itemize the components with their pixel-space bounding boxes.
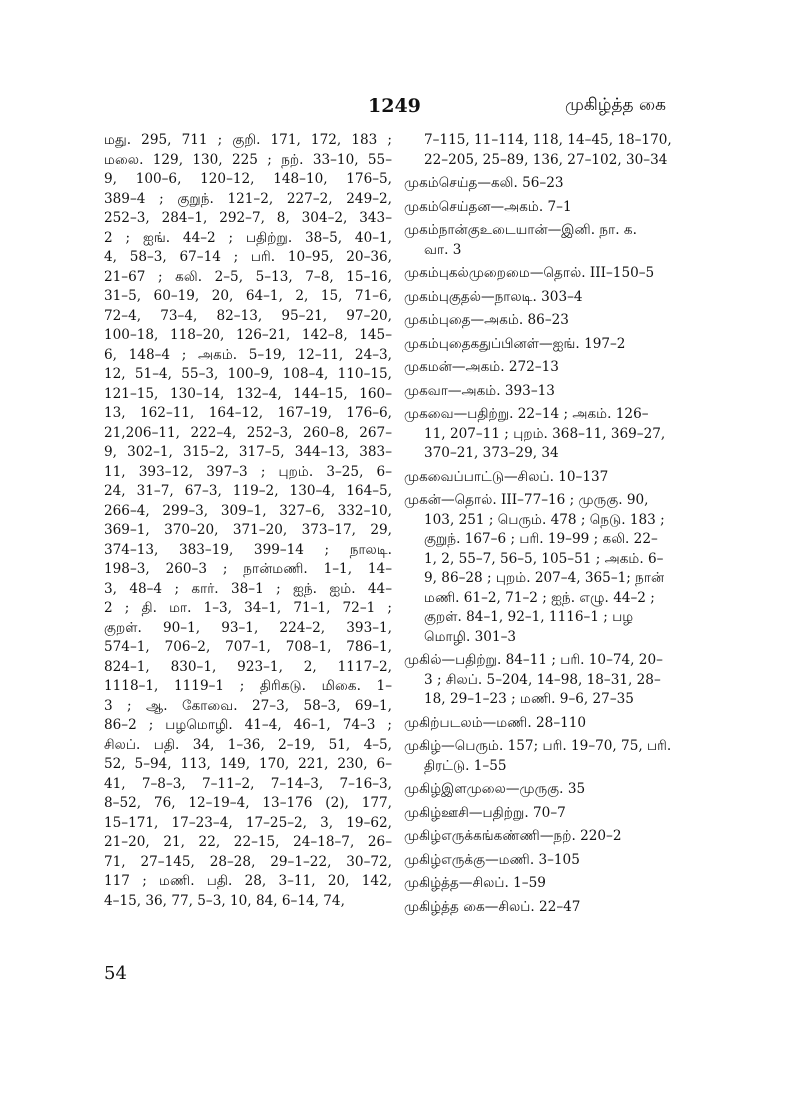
index-entry: [404, 898, 712, 918]
index-line: 389–4 ; குறுந். 121–2, 227–2, 249–2,: [104, 190, 392, 207]
index-entry-line: முகவை—பதிற்று. 22–14 ; அகம். 126–: [404, 406, 649, 422]
index-entry-line: 3 ; சிலப். 5–204, 14–98, 18–31, 28–: [424, 671, 661, 688]
index-entry-line: 9, 86–28 ; புறம். 207–4, 365–1; நான்: [424, 570, 665, 586]
index-entry-line: முகம்புதைகதுப்பினள்—ஐங். 197–2: [404, 335, 626, 352]
index-entry-line: முகிழ்எருக்கங்கண்ணி—நற். 220–2: [404, 828, 622, 844]
index-entry-line: முகவா—அகம். 393–13: [404, 382, 555, 399]
index-entry-line: முகம்புகுதல்—நாலடி. 303–4: [404, 288, 583, 305]
index-line: 1118–1, 1119–1 ; திரிகடு. மிகை. 1–: [104, 678, 392, 694]
left-column: [104, 131, 392, 911]
index-line: 2 ; ஐங். 44–2 ; பதிற்று. 38–5, 40–1,: [104, 229, 392, 246]
index-entry-line: முகவைப்பாட்டு—சிலப். 10–137: [404, 468, 609, 485]
index-entry-line: 22–205, 25–89, 136, 27–102, 30–34: [424, 151, 668, 168]
index-entry: [404, 780, 712, 800]
right-column: [404, 131, 712, 921]
index-entry-line: முகிழ்ஊசி—பதிற்று. 70–7: [404, 804, 566, 821]
index-line: 100–18, 118–20, 126–21, 142–8, 145–: [104, 327, 392, 343]
index-entry: [404, 491, 712, 647]
index-line: 4, 58–3, 67–14 ; பரி. 10–95, 20–36,: [104, 249, 392, 265]
page-header: [0, 95, 800, 125]
index-entry-line: முகிழ்த்த கை—சிலப். 22–47: [404, 898, 581, 915]
index-line: 369–1, 370–20, 371–20, 373–17, 29,: [104, 522, 392, 538]
index-entry-line: முகில்—பதிற்று. 84–11 ; பரி. 10–74, 20–: [404, 652, 663, 668]
index-entry: [404, 714, 712, 734]
index-entry-line: 370–21, 373–29, 34: [424, 445, 559, 461]
index-line: 15–171, 17–23–4, 17–25–2, 3, 19–62,: [104, 814, 392, 831]
index-entry-line: மொழி. 301–3: [424, 628, 517, 645]
index-entry: [404, 737, 712, 776]
index-line: 71, 27–145, 28–28, 29–1–22, 30–72,: [104, 853, 392, 870]
index-entry: [404, 131, 712, 170]
index-line: 121–15, 130–14, 132–4, 144–15, 160–: [104, 385, 392, 402]
index-entry-line: 103, 251 ; பெரும். 478 ; நெடு. 183 ;: [424, 511, 665, 528]
index-entry-line: முகிற்படலம்—மணி. 28–110: [404, 714, 587, 731]
index-line: 21–67 ; கலி. 2–5, 5–13, 7–8, 15–16,: [104, 268, 392, 285]
index-entry-line: குறுந். 167–6 ; பரி. 19–99 ; கலி. 22–: [424, 531, 658, 547]
index-line: 9, 302–1, 315–2, 317–5, 344–13, 383–: [104, 444, 392, 460]
index-entry-line: முகிழ்எருக்கு—மணி. 3–105: [404, 851, 580, 868]
index-entry-line: திரட்டு. 1–55: [424, 757, 507, 774]
index-entry-line: முகமன்—அகம். 272–13: [404, 359, 559, 375]
index-line: சிலப். பதி. 34, 1–36, 2–19, 51, 4–5,: [104, 736, 392, 753]
index-entry-line: மணி. 61–2, 71–2 ; ஐந். எழு. 44–2 ;: [424, 589, 655, 606]
index-entry-line: முகம்நான்குஉடையான்—இனி. நா. க.: [404, 222, 637, 238]
index-line: 9, 100–6, 120–12, 148–10, 176–5,: [104, 171, 392, 187]
index-line: 24, 31–7, 67–3, 119–2, 130–4, 164–5,: [104, 483, 392, 499]
index-entry-line: குறள். 84–1, 92–1, 1116–1 ; பழ: [424, 609, 634, 625]
index-entry: [404, 358, 712, 378]
index-line: 21–20, 21, 22, 22–15, 24–18–7, 26–: [104, 834, 392, 850]
index-entry: [404, 264, 712, 284]
index-entry-line: 18, 29–1–23 ; மணி. 9–6, 27–35: [424, 691, 634, 707]
page-number: 1249: [368, 95, 421, 117]
index-line: 3 ; ஆ. கோவை. 27–3, 58–3, 69–1,: [104, 697, 392, 714]
index-line: 12, 51–4, 55–3, 100–9, 108–4, 110–15,: [104, 366, 392, 382]
index-line: 574–1, 706–2, 707–1, 708–1, 786–1,: [104, 639, 392, 655]
index-line: 4–15, 36, 77, 5–3, 10, 84, 6–14, 74,: [104, 892, 345, 909]
index-line: 52, 5–94, 113, 149, 170, 221, 230, 6–: [104, 756, 392, 772]
index-entry-line: 11, 207–11 ; புறம். 368–11, 369–27,: [424, 425, 666, 442]
index-line: 824–1, 830–1, 923–1, 2, 1117–2,: [104, 658, 392, 675]
index-entry: [404, 311, 712, 331]
index-entry: [404, 651, 712, 710]
index-line: 13, 162–11, 164–12, 167–19, 176–6,: [104, 405, 392, 421]
index-entry-line: முகன்—தொல். III–77–16 ; முருகு. 90,: [404, 492, 649, 508]
index-line: 72–4, 73–4, 82–13, 95–21, 97–20,: [104, 307, 392, 324]
index-entry: [404, 288, 712, 308]
index-entry: [404, 405, 712, 464]
index-entry: [404, 804, 712, 824]
index-entry-line: வா. 3: [424, 241, 462, 258]
index-entry: [404, 174, 712, 194]
index-entry: [404, 874, 712, 894]
index-line: 11, 393–12, 397–3 ; புறம். 3–25, 6–: [104, 463, 392, 480]
index-line: மலை. 129, 130, 225 ; நற். 33–10, 55–: [104, 151, 392, 168]
index-entry-line: முகிழ்த்த—சிலப். 1–59: [404, 875, 546, 891]
index-entry-line: முகிழ்இளமுலை—முருகு. 35: [404, 781, 586, 797]
index-entry: [404, 468, 712, 488]
index-line: 41, 7–8–3, 7–11–2, 7–14–3, 7–16–3,: [104, 775, 392, 792]
index-entry: [404, 221, 712, 260]
index-line: 3, 48–4 ; கார். 38–1 ; ஐந். ஐம். 44–: [104, 580, 392, 597]
index-entry-line: முகிழ்—பெரும். 157; பரி. 19–70, 75, பரி.: [404, 738, 672, 754]
index-line: 86–2 ; பழமொழி. 41–4, 46–1, 74–3 ;: [104, 717, 392, 733]
footer-page-marker: 54: [104, 963, 127, 984]
index-entry-line: 7–115, 11–114, 118, 14–45, 18–170,: [424, 132, 672, 148]
index-line: 8–52, 76, 12–19–4, 13–176 (2), 177,: [104, 795, 392, 811]
index-entry-line: முகம்செய்த—கலி. 56–23: [404, 175, 564, 191]
index-entry: [404, 198, 712, 218]
index-line: 198–3, 260–3 ; நான்மணி. 1–1, 14–: [104, 561, 392, 577]
index-entry-line: 1, 2, 55–7, 56–5, 105–51 ; அகம். 6–: [424, 550, 664, 567]
index-line: 31–5, 60–19, 20, 64–1, 2, 15, 71–6,: [104, 288, 392, 304]
index-line: 117 ; மணி. பதி. 28, 3–11, 20, 142,: [104, 873, 392, 889]
index-line: 374–13, 383–19, 399–14 ; நாலடி.: [104, 541, 392, 558]
index-line: 252–3, 284–1, 292–7, 8, 304–2, 343–: [104, 210, 392, 226]
index-entry: [404, 827, 712, 847]
index-line: மது. 295, 711 ; குறி. 171, 172, 183 ;: [104, 132, 392, 148]
index-entry: [404, 851, 712, 871]
index-line: 266–4, 299–3, 309–1, 327–6, 332–10,: [104, 502, 392, 519]
running-head: முகிழ்த்த கை: [565, 95, 666, 115]
index-line: 2 ; தி. மா. 1–3, 34–1, 71–1, 72–1 ;: [104, 600, 392, 616]
index-line: குறள். 90–1, 93–1, 224–2, 393–1,: [104, 619, 392, 636]
index-entry-line: முகம்புகல்முறைமை—தொல். III–150–5: [404, 265, 655, 281]
index-entry: [404, 335, 712, 355]
index-line: 21,206–11, 222–4, 252–3, 260–8, 267–: [104, 424, 392, 441]
index-line: 6, 148–4 ; அகம். 5–19, 12–11, 24–3,: [104, 346, 392, 363]
index-entry-line: முகம்புதை—அகம். 86–23: [404, 312, 569, 328]
index-entry: [404, 382, 712, 402]
index-entry-line: முகம்செய்தன—அகம். 7–1: [404, 198, 572, 215]
